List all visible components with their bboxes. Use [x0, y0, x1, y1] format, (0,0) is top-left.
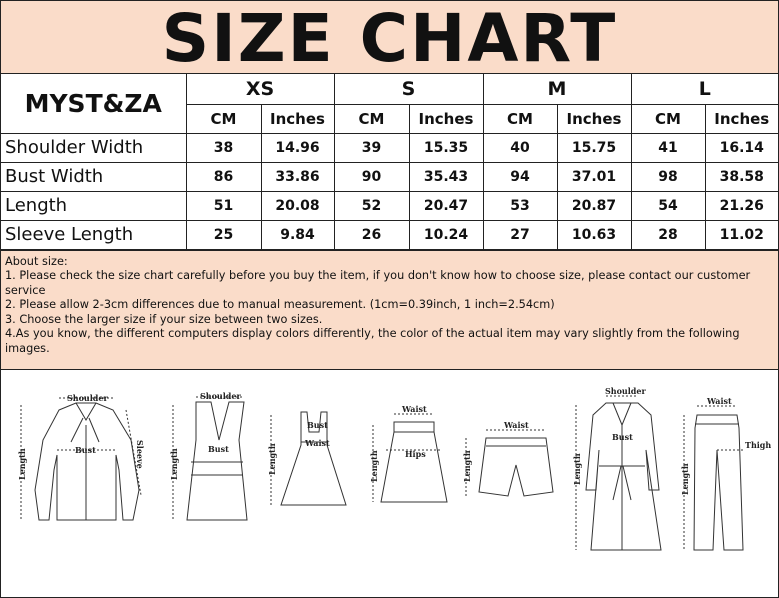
about-item: 2. Please allow 2-3cm differences due to manual measurement. (1cm=0.39inch, 1 inch=2.54cm) [5, 298, 555, 311]
measurement-illustrations [1, 370, 778, 583]
size-header-m: M [483, 74, 631, 104]
about-size-notes [1, 250, 778, 370]
table-row [1, 220, 778, 249]
table-cell: 14.96 [261, 133, 334, 162]
coat-illustration [572, 386, 661, 550]
shoulder-label: Shoulder [67, 392, 108, 403]
table-cell: 41 [631, 133, 705, 162]
table-cell: 51 [186, 191, 261, 220]
row-label: Bust Width [1, 162, 186, 191]
pants-illustration [680, 396, 771, 550]
unit-cm: CM [483, 104, 557, 133]
table-cell: 38.58 [705, 162, 778, 191]
table-cell: 26 [334, 220, 409, 249]
table-cell: 39 [334, 133, 409, 162]
table-cell: 10.63 [557, 220, 631, 249]
about-heading: About size: [5, 254, 68, 268]
table-cell: 20.47 [409, 191, 483, 220]
unit-inches: Inches [705, 104, 778, 133]
thigh-label: Thigh [745, 439, 772, 450]
unit-cm: CM [334, 104, 409, 133]
waist-label: Waist [402, 403, 427, 414]
hips-label: Hips [405, 448, 426, 459]
table-cell: 16.14 [705, 133, 778, 162]
shoulder-label: Shoulder [200, 390, 241, 401]
size-header-l: L [631, 74, 778, 104]
row-label: Shoulder Width [1, 133, 186, 162]
skirt-illustration [369, 404, 447, 502]
table-cell: 15.35 [409, 133, 483, 162]
page-title: SIZE CHART [1, 1, 778, 74]
table-cell: 10.24 [409, 220, 483, 249]
tank-top-illustration [169, 391, 247, 520]
waist-label: Waist [707, 395, 732, 406]
table-row [1, 191, 778, 220]
table-cell: 11.02 [705, 220, 778, 249]
length-label: Length [462, 449, 472, 482]
sleeve-label: Sleeve [135, 439, 145, 469]
table-cell: 33.86 [261, 162, 334, 191]
unit-inches: Inches [557, 104, 631, 133]
length-label: Length [572, 452, 582, 485]
table-cell: 98 [631, 162, 705, 191]
table-cell: 15.75 [557, 133, 631, 162]
about-item: 1. Please check the size chart carefully before you buy the item, if you don't know how to choose size, please contact our customer service [5, 269, 751, 297]
unit-inches: Inches [409, 104, 483, 133]
bust-label: Bust [208, 443, 229, 454]
table-cell: 53 [483, 191, 557, 220]
bust-label: Bust [307, 419, 328, 430]
table-cell: 94 [483, 162, 557, 191]
table-cell: 40 [483, 133, 557, 162]
waist-label: Waist [305, 437, 330, 448]
table-cell: 27 [483, 220, 557, 249]
bust-label: Bust [612, 431, 633, 442]
table-cell: 28 [631, 220, 705, 249]
length-label: Length [680, 462, 690, 495]
blouse-illustration [17, 393, 145, 520]
size-table [1, 74, 778, 250]
table-row [1, 162, 778, 191]
table-cell: 86 [186, 162, 261, 191]
unit-inches: Inches [261, 104, 334, 133]
table-cell: 38 [186, 133, 261, 162]
waist-label: Waist [504, 419, 529, 430]
table-cell: 52 [334, 191, 409, 220]
shorts-illustration [462, 420, 553, 496]
length-label: Length [369, 449, 379, 482]
table-cell: 37.01 [557, 162, 631, 191]
row-label: Sleeve Length [1, 220, 186, 249]
table-row [1, 133, 778, 162]
unit-cm: CM [186, 104, 261, 133]
bust-label: Bust [75, 444, 96, 455]
size-header-s: S [334, 74, 483, 104]
shoulder-label: Shoulder [605, 385, 646, 396]
size-header-xs: XS [186, 74, 334, 104]
about-item: 4.As you know, the different computers display colors differently, the color of the actual item may vary slightly from the following images. [5, 327, 740, 355]
table-cell: 20.08 [261, 191, 334, 220]
table-cell: 21.26 [705, 191, 778, 220]
table-cell: 35.43 [409, 162, 483, 191]
about-item: 3. Choose the larger size if your size between two sizes. [5, 312, 323, 326]
table-cell: 25 [186, 220, 261, 249]
table-cell: 20.87 [557, 191, 631, 220]
table-cell: 9.84 [261, 220, 334, 249]
table-cell: 54 [631, 191, 705, 220]
length-label: Length [17, 447, 27, 480]
table-cell: 90 [334, 162, 409, 191]
brand-name: MYST&ZA [1, 74, 186, 133]
unit-cm: CM [631, 104, 705, 133]
dress-illustration [267, 412, 346, 505]
length-label: Length [267, 442, 277, 475]
row-label: Length [1, 191, 186, 220]
length-label: Length [169, 447, 179, 480]
